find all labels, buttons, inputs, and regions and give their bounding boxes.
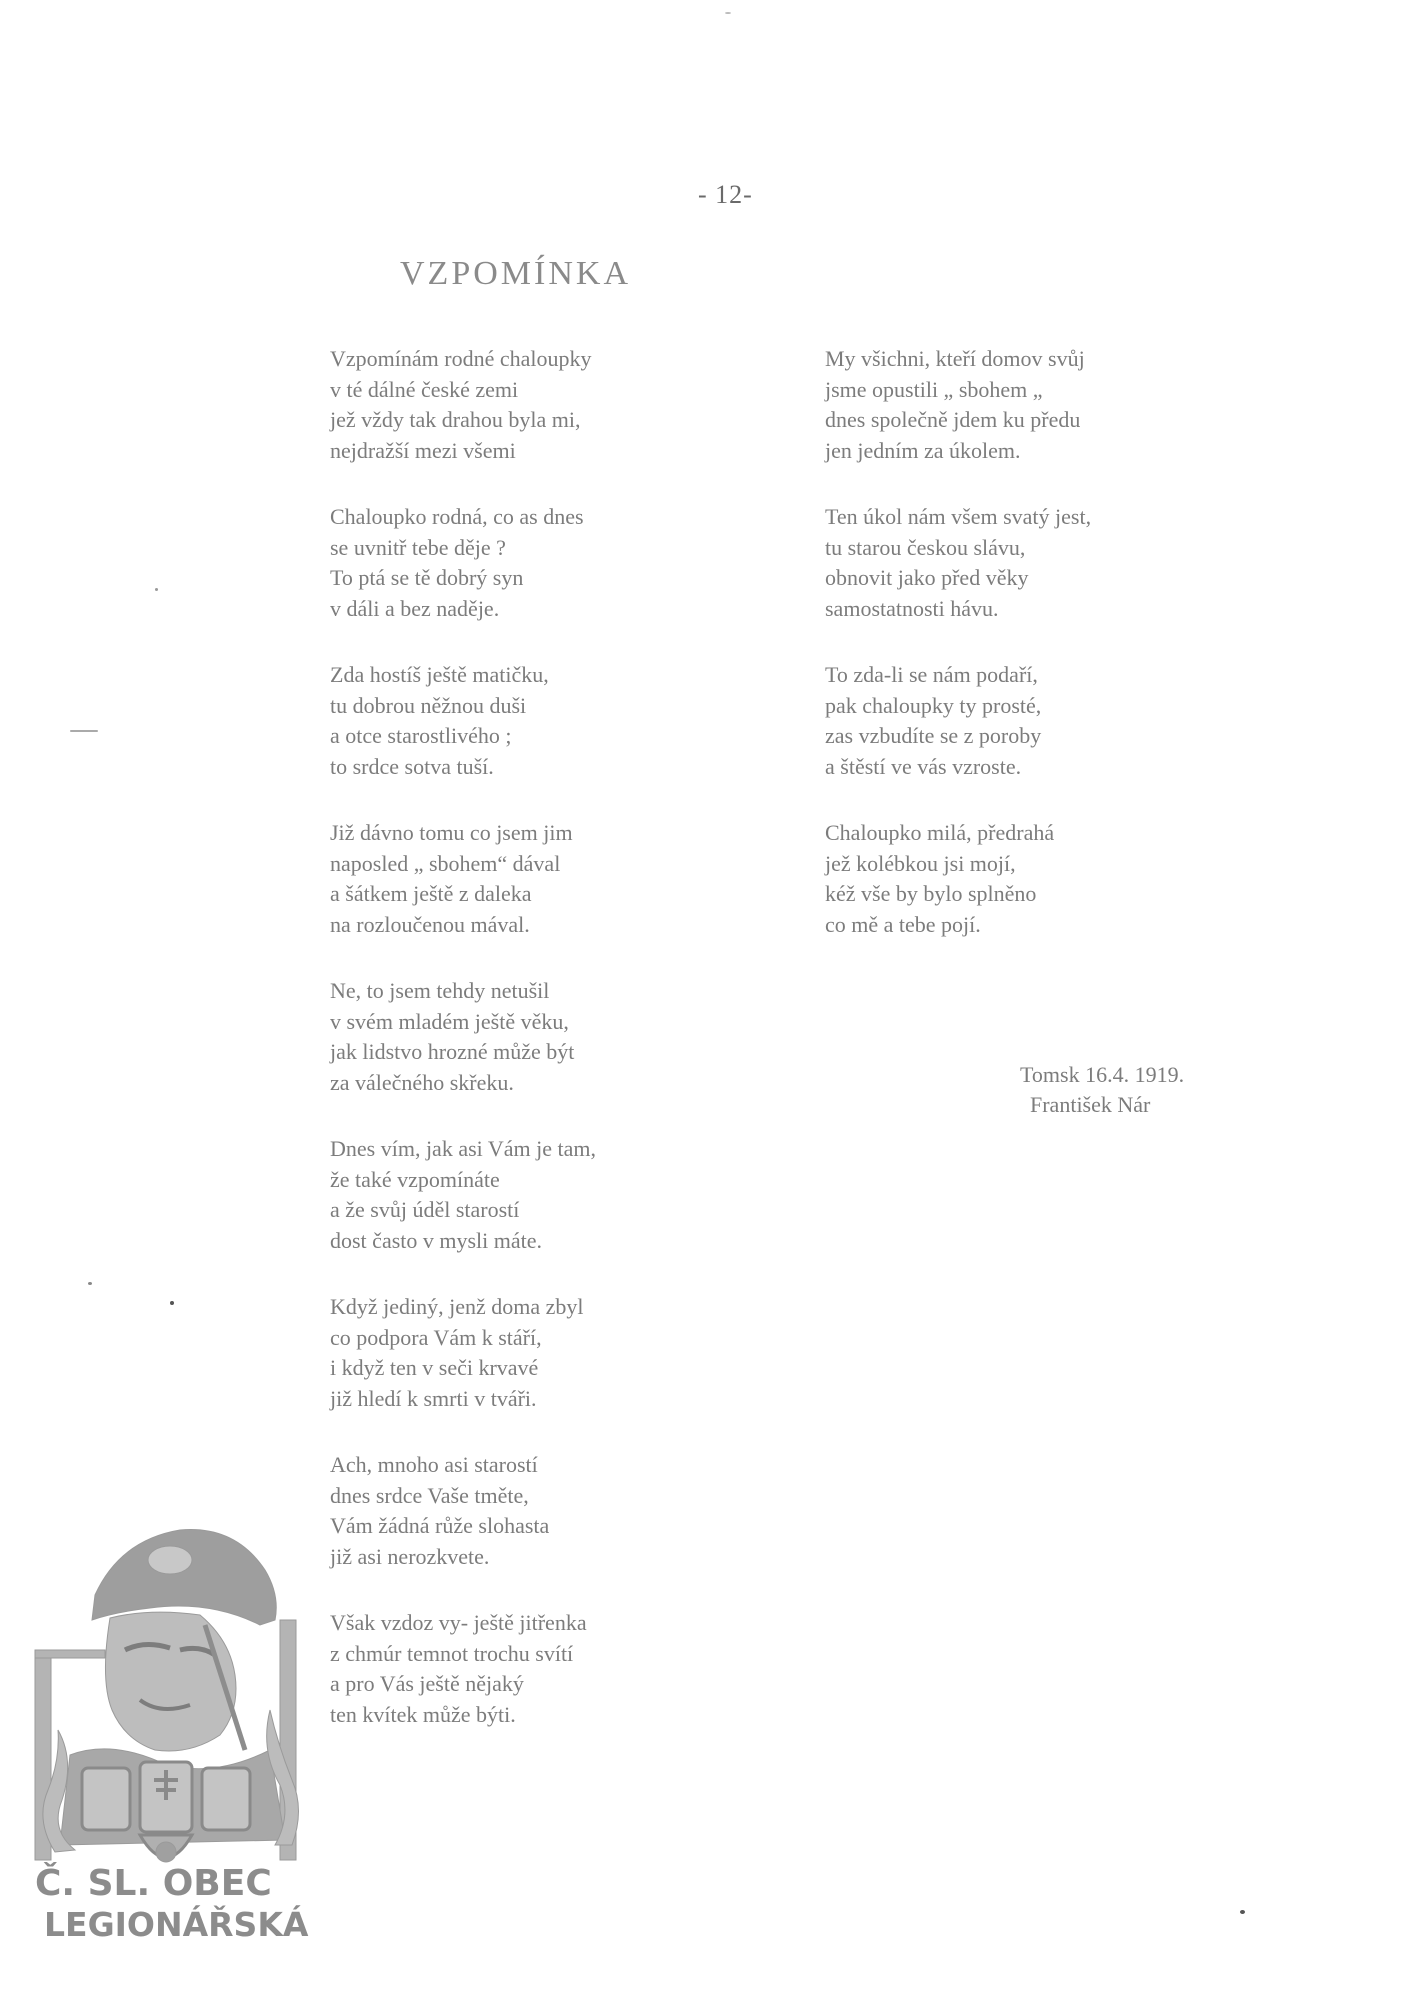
poem-line: za válečného skřeku. xyxy=(330,1069,514,1095)
poem-line: že také vzpomínáte xyxy=(330,1166,500,1192)
poem-line: Chaloupko milá, předrahá xyxy=(825,820,1055,845)
poem-left-column xyxy=(330,344,730,1766)
poem-line: co mě a tebe pojí. xyxy=(825,911,981,937)
scan-speck xyxy=(1240,1910,1245,1914)
poem-line: v dáli a bez naděje. xyxy=(330,595,500,621)
poem-stanza xyxy=(825,660,1245,782)
poem-stanza xyxy=(330,344,730,466)
poem-stanza xyxy=(825,818,1245,940)
poem-stanza xyxy=(825,344,1245,466)
logo-text-line2: LEGIONÁŘSKÁ xyxy=(44,1905,309,1944)
poem-line: z chmúr temnot trochu svítí xyxy=(330,1640,574,1666)
poem-line: tu dobrou něžnou duši xyxy=(330,692,527,718)
poem-line: dnes společně jdem ku předu xyxy=(825,407,1081,432)
poem-line: a otce starostlivého ; xyxy=(330,723,512,748)
poem-line: na rozloučenou mával. xyxy=(330,911,530,937)
poem-line: v té dálné české zemi xyxy=(330,376,519,402)
poem-stanza xyxy=(330,976,730,1098)
poem-line: To zda-li se nám podaří, xyxy=(825,662,1038,687)
poem-line: Již dávno tomu co jsem jim xyxy=(330,820,573,845)
poem-line: Ten úkol nám všem svatý jest, xyxy=(825,504,1092,529)
poem-line: pak chaloupky ty prosté, xyxy=(825,692,1042,718)
poem-line: Však vzdoz vy- ještě jitřenka xyxy=(330,1610,587,1635)
poem-line: a že svůj úděl starostí xyxy=(330,1197,520,1222)
poem-line: jež kolébkou jsi mojí, xyxy=(825,850,1016,876)
poem-line: ten kvítek může býti. xyxy=(330,1701,516,1727)
scan-speck xyxy=(155,588,158,591)
poem-line: My všichni, kteří domov svůj xyxy=(825,346,1085,371)
poem-stanza xyxy=(330,1608,730,1730)
poem-stanza xyxy=(330,1450,730,1572)
poem-stanza xyxy=(330,502,730,624)
poem-line: Ach, mnoho asi starostí xyxy=(330,1452,538,1477)
poem-line: nejdražší mezi všemi xyxy=(330,437,516,463)
poem-stanza xyxy=(330,818,730,940)
poem-line: obnovit jako před věky xyxy=(825,565,1029,590)
poem-line: a štěstí ve vás vzroste. xyxy=(825,753,1022,779)
poem-line: Chaloupko rodná, co as dnes xyxy=(330,504,584,529)
poem-line: to srdce sotva tuší. xyxy=(330,753,494,779)
poem-stanza xyxy=(330,660,730,782)
poem-line: dnes srdce Vaše tměte, xyxy=(330,1482,529,1508)
place-date: Tomsk 16.4. 1919. xyxy=(1020,1062,1185,1087)
poem-line: Dnes vím, jak asi Vám je tam, xyxy=(330,1136,596,1161)
poem-line: Vzpomínám rodné chaloupky xyxy=(330,346,592,371)
poem-line: jsme opustili „ sbohem „ xyxy=(825,376,1043,402)
poem-stanza xyxy=(330,1134,730,1256)
poem-line: zas vzbudíte se z poroby xyxy=(825,723,1042,748)
poem-right-column xyxy=(825,344,1245,976)
poem-line: kéž vše by bylo splněno xyxy=(825,881,1037,906)
logo-text-line1: Č. SL. OBEC xyxy=(35,1863,272,1904)
poem-line: Když jediný, jenž doma zbyl xyxy=(330,1294,584,1319)
poem-line: se uvnitř tebe děje ? xyxy=(330,534,506,560)
scan-speck xyxy=(170,1301,174,1305)
poem-line: Vám žádná růže slohasta xyxy=(330,1513,550,1538)
scan-speck xyxy=(725,12,731,14)
poem-line: co podpora Vám k stáří, xyxy=(330,1324,542,1350)
poem-stanza xyxy=(825,502,1245,624)
poem-line: naposled „ sbohem“ dával xyxy=(330,850,561,876)
poem-line: jen jedním za úkolem. xyxy=(825,437,1021,463)
scan-speck xyxy=(88,1282,92,1285)
poem-line: a pro Vás ještě nějaký xyxy=(330,1671,524,1696)
poem-line: Ne, to jsem tehdy netušil xyxy=(330,978,550,1003)
poem-line: jež vždy tak drahou byla mi, xyxy=(330,407,581,432)
poem-title: VZPOMÍNKA xyxy=(400,255,631,292)
scan-speck xyxy=(70,730,98,732)
poem-line: jak lidstvo hrozné může být xyxy=(330,1039,575,1064)
signature xyxy=(1020,1060,1184,1120)
page-number: - 12- xyxy=(698,180,753,209)
poem-line: v svém mladém ještě věku, xyxy=(330,1008,569,1034)
poem-line: To ptá se tě dobrý syn xyxy=(330,565,524,590)
poem-line: Zda hostíš ještě matičku, xyxy=(330,662,549,687)
poem-line: již hledí k smrti v tváři. xyxy=(330,1385,537,1411)
poem-line: tu starou českou slávu, xyxy=(825,534,1026,560)
author-name: František Nár xyxy=(1030,1092,1151,1117)
poem-line: i když ten v seči krvavé xyxy=(330,1355,539,1380)
poem-stanza xyxy=(330,1292,730,1414)
poem-line: dost často v mysli máte. xyxy=(330,1227,543,1253)
poem-line: samostatnosti hávu. xyxy=(825,595,999,621)
poem-line: již asi nerozkvete. xyxy=(330,1543,490,1569)
poem-line: a šátkem ještě z daleka xyxy=(330,881,532,906)
